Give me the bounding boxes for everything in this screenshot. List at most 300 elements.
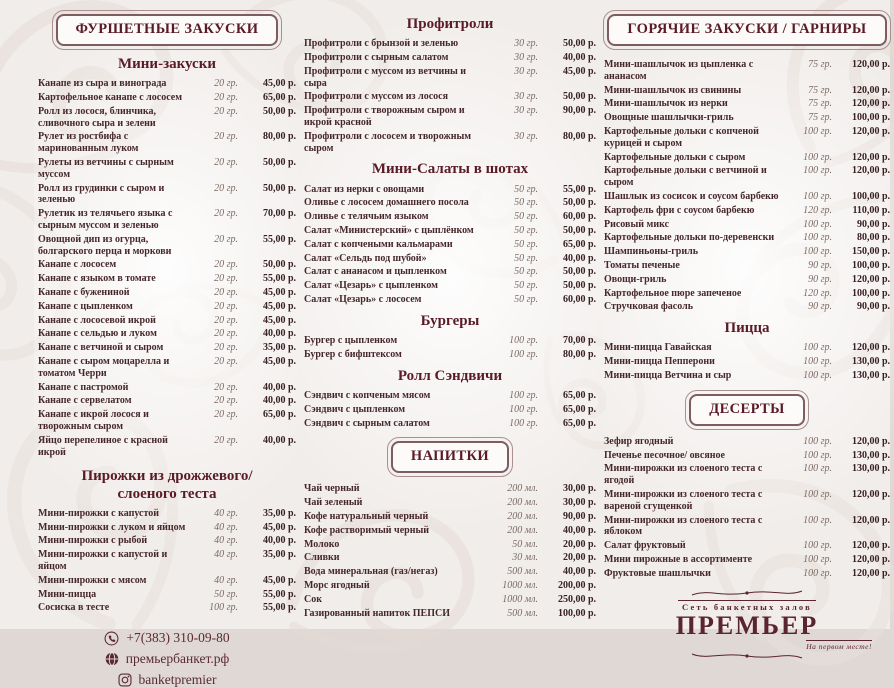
item-price: 120,00 р.	[851, 125, 890, 137]
menu-item-row	[604, 165, 890, 189]
item-name: Кофе натуральный черный	[304, 510, 429, 522]
item-weight: 20 гр.	[214, 131, 238, 143]
item-weight: 50 гр.	[514, 266, 538, 278]
item-price: 55,00 р.	[262, 588, 296, 600]
menu-item-row	[604, 98, 890, 110]
pirozhki-title-line1: Пирожки из дрожжевого/	[81, 468, 253, 485]
item-name: Рулетик из телячьего языка с сырным муссом и зеленью	[38, 208, 173, 232]
item-weight: 20 гр.	[214, 395, 238, 407]
menu-item-row	[304, 390, 596, 402]
item-price: 90,00 р.	[562, 510, 596, 522]
item-price: 70,00 р.	[262, 208, 296, 220]
menu-item-row	[304, 335, 596, 347]
item-price: 40,00 р.	[262, 535, 296, 547]
item-price: 80,00 р.	[856, 232, 890, 244]
logo-bottom-ornament	[687, 651, 807, 661]
menu-item-row	[604, 219, 890, 231]
item-weight: 50 гр.	[514, 225, 538, 237]
item-name: Стручковая фасоль	[604, 301, 694, 313]
item-price: 45,00 р.	[262, 314, 296, 326]
item-weight: 100 гр.	[509, 348, 538, 360]
item-price: 65,00 р.	[562, 403, 596, 415]
menu-item-row	[604, 356, 890, 368]
item-weight: 50 гр.	[514, 280, 538, 292]
item-weight: 100 гр.	[803, 488, 832, 500]
menu-item-row	[604, 205, 890, 217]
item-name: Чай зеленый	[304, 497, 363, 509]
item-price: 50,00 р.	[562, 280, 596, 292]
item-weight: 20 гр.	[214, 105, 238, 117]
item-name: Оливье с лососем домашнего посола	[304, 197, 469, 209]
contacts-block	[38, 630, 296, 688]
item-name: Мини-пицца Пепперони	[604, 356, 715, 368]
mini-snacks-list	[38, 78, 296, 458]
item-weight: 40 гр.	[214, 535, 238, 547]
logo-brand-name: ПРЕМЬЕР	[675, 610, 819, 640]
hot-snacks-list	[604, 59, 890, 313]
item-weight: 100 гр.	[509, 389, 538, 401]
menu-item-row	[604, 540, 890, 552]
item-weight: 30 гр.	[514, 65, 538, 77]
menu-item-row	[38, 522, 296, 534]
item-name: Сок	[304, 593, 322, 605]
phone-contact[interactable]	[104, 630, 229, 646]
item-price: 55,00 р.	[562, 183, 596, 195]
item-price: 100,00 р.	[851, 112, 890, 124]
item-price: 45,00 р.	[262, 287, 296, 298]
premier-logo	[604, 588, 890, 661]
menu-item-row	[38, 549, 296, 573]
item-name: Картофельное пюре запеченое	[604, 287, 742, 299]
website-contact[interactable]	[105, 651, 229, 667]
item-name: Шампиньоны-гриль	[604, 246, 699, 258]
item-name: Газированный напиток ПЕПСИ	[304, 607, 450, 619]
globe-icon	[105, 652, 119, 666]
menu-item-row	[304, 483, 596, 495]
item-weight: 20 гр.	[214, 355, 238, 367]
item-weight: 1000 мл.	[502, 593, 538, 605]
item-price: 120,00 р.	[851, 273, 890, 285]
item-price: 100,00 р.	[851, 190, 890, 202]
item-price: 55,00 р.	[262, 602, 296, 614]
menu-item-row	[304, 539, 596, 551]
item-name: Профитроли с брынзой и зеленью	[304, 38, 459, 50]
item-price: 130,00 р.	[851, 369, 890, 381]
item-name: Канапе с сельдью и луком	[38, 328, 157, 340]
item-name: Мини-пирожки с капустой	[38, 507, 160, 519]
item-weight: 100 гр.	[803, 514, 832, 526]
item-name: Ролл из лосося, блинчика, сливочного сыра и зелени	[38, 105, 157, 129]
item-weight: 1000 мл.	[502, 579, 538, 591]
item-name: Сэндвич с цыпленком	[304, 403, 406, 415]
item-weight: 30 мл.	[512, 552, 538, 564]
menu-item-row	[304, 580, 596, 592]
phone-icon	[104, 631, 119, 646]
item-weight: 100 гр.	[803, 151, 832, 163]
item-price: 45,00 р.	[262, 355, 296, 367]
item-price: 200,00 р.	[557, 579, 596, 591]
desserts-list	[604, 436, 890, 580]
item-weight: 200 мл.	[507, 483, 538, 495]
item-weight: 200 мл.	[507, 510, 538, 522]
item-price: 50,00 р.	[262, 259, 296, 271]
desserts-header	[689, 394, 805, 426]
item-name: Картофельные дольки с копченой курицей и сыром	[604, 125, 759, 149]
menu-item-row	[304, 294, 596, 306]
item-name: Рулет из ростбифа с маринованным луком	[38, 131, 139, 155]
item-weight: 20 гр.	[214, 409, 238, 421]
item-name: Картофельные дольки по-деревенски	[604, 232, 775, 244]
item-price: 55,00 р.	[262, 273, 296, 285]
menu-item-row	[304, 52, 596, 64]
item-name: Сэндвич с сырным салатом	[304, 417, 430, 429]
menu-item-row	[38, 535, 296, 547]
item-weight: 100 гр.	[803, 567, 832, 579]
item-price: 40,00 р.	[562, 52, 596, 64]
menu-item-row	[38, 78, 296, 90]
item-name: Молоко	[304, 538, 340, 550]
menu-item-row	[304, 511, 596, 523]
item-price: 80,00 р.	[562, 130, 596, 142]
item-price: 65,00 р.	[262, 409, 296, 421]
item-name: Салат с ананасом и цыпленком	[304, 266, 447, 278]
item-weight: 50 гр.	[514, 238, 538, 250]
menu-item-row	[304, 105, 596, 129]
item-name: Овощи-гриль	[604, 273, 667, 285]
menu-item-row	[604, 152, 890, 164]
menu-item-row	[604, 450, 890, 462]
menu-item-row	[604, 489, 890, 513]
item-price: 50,00 р.	[562, 197, 596, 209]
item-price: 40,00 р.	[262, 381, 296, 393]
item-name: Мини-пирожки с мясом	[38, 574, 147, 586]
item-name: Мини-пицца Ветчина и сыр	[604, 369, 732, 381]
item-name: Профитроли с муссом из ветчины и сыра	[304, 65, 467, 89]
item-name: Бургер с бифштексом	[304, 348, 402, 360]
menu-item-row	[38, 183, 296, 207]
item-price: 40,00 р.	[562, 566, 596, 578]
instagram-contact[interactable]	[118, 672, 217, 688]
menu-item-row	[604, 554, 890, 566]
item-weight: 120 гр.	[803, 287, 832, 299]
menu-item-row	[38, 602, 296, 614]
item-price: 45,00 р.	[262, 574, 296, 586]
drinks-list	[304, 483, 596, 619]
menu-item-row	[304, 266, 596, 278]
item-weight: 30 гр.	[514, 52, 538, 64]
pirozhki-title-line2: слоеного теста	[117, 485, 217, 502]
menu-item-row	[604, 274, 890, 286]
item-name: Канапе с бужениной	[38, 287, 130, 298]
item-price: 45,00 р.	[262, 521, 296, 533]
website-url: премьербанкет.рф	[125, 651, 230, 667]
item-price: 110,00 р.	[852, 204, 890, 216]
menu-item-row	[304, 594, 596, 606]
item-price: 50,00 р.	[562, 225, 596, 237]
item-name: Салат «Цезарь» с цыпленком	[304, 280, 438, 292]
phone-number: +7(383) 310-09-80	[126, 630, 230, 646]
item-name: Канапе с лососевой икрой	[38, 314, 156, 326]
menu-item-row	[38, 342, 296, 354]
item-weight: 90 гр.	[808, 273, 832, 285]
item-price: 35,00 р.	[262, 549, 296, 561]
item-weight: 20 гр.	[214, 434, 238, 446]
item-price: 30,00 р.	[562, 483, 596, 495]
menu-item-row	[304, 184, 596, 196]
item-price: 35,00 р.	[262, 342, 296, 354]
item-name: Яйцо перепелиное с красной икрой	[38, 434, 168, 458]
item-price: 120,00 р.	[851, 165, 890, 177]
menu-item-row	[604, 85, 890, 97]
item-price: 50,00 р.	[562, 91, 596, 103]
item-weight: 50 гр.	[514, 183, 538, 195]
menu-item-row	[38, 328, 296, 340]
item-name: Канапе с сервелатом	[38, 395, 132, 407]
item-weight: 100 гр.	[803, 190, 832, 202]
item-weight: 50 мл.	[512, 538, 538, 550]
item-weight: 500 мл.	[507, 566, 538, 578]
profitroles-list	[304, 38, 596, 154]
roll-sandwiches-list	[304, 390, 596, 429]
mini-salads-title: Мини-Салаты в шотах	[371, 161, 529, 178]
menu-item-row	[38, 508, 296, 520]
item-weight: 20 гр.	[214, 328, 238, 340]
item-price: 90,00 р.	[856, 218, 890, 230]
pirozhki-list	[38, 508, 296, 614]
item-weight: 50 гр.	[514, 197, 538, 209]
item-name: Салат с копчеными кальмарами	[304, 238, 453, 250]
menu-item-row	[38, 287, 296, 299]
item-name: Овощные шашлычки-гриль	[604, 112, 734, 124]
item-price: 90,00 р.	[562, 105, 596, 117]
hot-snacks-title: ГОРЯЧИЕ ЗАКУСКИ / ГАРНИРЫ	[627, 21, 867, 37]
menu-item-row	[304, 131, 596, 155]
item-name: Кофе растворимый черный	[304, 524, 430, 536]
menu-item-row	[38, 356, 296, 380]
item-name: Салат фруктовый	[604, 540, 686, 552]
item-weight: 90 гр.	[808, 301, 832, 313]
menu-item-row	[304, 497, 596, 509]
item-weight: 50 гр.	[514, 252, 538, 264]
item-weight: 20 гр.	[214, 381, 238, 393]
menu-item-row	[38, 435, 296, 459]
item-price: 120,00 р.	[851, 342, 890, 354]
pirozhki-title	[38, 468, 296, 503]
profitroles-title: Профитроли	[406, 16, 494, 32]
menu-item-row	[304, 418, 596, 430]
item-price: 30,00 р.	[562, 497, 596, 509]
item-weight: 20 гр.	[214, 92, 238, 104]
item-name: Мини-пирожки из слоеного теста с ягодой	[604, 463, 763, 487]
menu-item-row	[604, 232, 890, 244]
item-name: Мини-пирожки из слоеного теста с яблоком	[604, 514, 763, 538]
item-name: Мини-шашлычок из свинины	[604, 84, 742, 96]
menu-item-row	[38, 575, 296, 587]
menu-item-row	[38, 395, 296, 407]
item-name: Профитроли с лососем и творожным сыром	[304, 130, 472, 154]
item-weight: 20 гр.	[214, 157, 238, 169]
item-name: Картофельное канапе с лососем	[38, 92, 183, 104]
item-price: 40,00 р.	[262, 328, 296, 340]
item-weight: 75 гр.	[808, 98, 832, 110]
roll-sandwiches-title: Ролл Сэндвичи	[397, 367, 503, 384]
item-weight: 20 гр.	[214, 273, 238, 285]
item-weight: 50 гр.	[514, 211, 538, 223]
item-weight: 50 гр.	[514, 294, 538, 306]
item-name: Канапе с ветчиной и сыром	[38, 342, 164, 354]
item-weight: 75 гр.	[808, 112, 832, 124]
item-weight: 200 мл.	[507, 497, 538, 509]
item-name: Канапе с языком в томате	[38, 273, 156, 285]
menu-item-row	[604, 288, 890, 300]
item-name: Рисовый микс	[604, 218, 670, 230]
item-price: 20,00 р.	[562, 538, 596, 550]
item-name: Картофельные дольки с ветчиной и сыром	[604, 165, 767, 189]
item-name: Шашлык из сосисок и соусом барбекю	[604, 190, 779, 202]
menu-item-row	[604, 126, 890, 150]
item-name: Мини-пирожки с рыбой	[38, 535, 148, 547]
menu-item-row	[604, 59, 890, 83]
menu-item-row	[38, 315, 296, 327]
item-weight: 100 гр.	[509, 417, 538, 429]
item-weight: 100 гр.	[803, 540, 832, 552]
menu-item-row	[304, 566, 596, 578]
item-name: Мини-пирожки с капустой и яйцом	[38, 549, 168, 573]
hot-snacks-header	[607, 14, 886, 46]
item-weight: 100 гр.	[803, 342, 832, 354]
item-weight: 20 гр.	[214, 182, 238, 194]
item-price: 100,00 р.	[851, 287, 890, 299]
item-name: Салат из нерки с овощами	[304, 183, 425, 195]
item-price: 120,00 р.	[851, 514, 890, 526]
menu-item-row	[304, 525, 596, 537]
buffet-snacks-title: ФУРШЕТНЫЕ ЗАКУСКИ	[75, 21, 259, 37]
logo-top-ornament	[687, 588, 807, 598]
item-price: 250,00 р.	[557, 593, 596, 605]
drinks-header	[391, 441, 509, 473]
menu-item-row	[38, 106, 296, 130]
item-price: 120,00 р.	[851, 84, 890, 96]
menu-item-row	[604, 342, 890, 354]
item-name: Салат «Сельдь под шубой»	[304, 252, 427, 264]
buffet-snacks-header	[56, 14, 279, 46]
item-weight: 20 гр.	[214, 342, 238, 354]
item-weight: 100 гр.	[803, 125, 832, 137]
item-weight: 100 гр.	[209, 602, 238, 614]
item-name: Сэндвич с копченым мясом	[304, 389, 431, 401]
burgers-list	[304, 335, 596, 361]
menu-item-row	[604, 301, 890, 313]
item-weight: 100 гр.	[803, 553, 832, 565]
item-price: 60,00 р.	[562, 211, 596, 223]
menu-item-row	[38, 409, 296, 433]
item-name: Чай черный	[304, 483, 360, 495]
item-weight: 50 гр.	[214, 588, 238, 600]
item-name: Профитроли с творожным сыром и икрой красной	[304, 105, 465, 129]
item-price: 80,00 р.	[262, 131, 296, 143]
menu-item-row	[604, 260, 890, 272]
menu-item-row	[304, 239, 596, 251]
instagram-handle: banketpremier	[138, 672, 217, 688]
item-weight: 100 гр.	[803, 232, 832, 244]
item-price: 45,00 р.	[262, 300, 296, 312]
item-weight: 100 гр.	[803, 356, 832, 368]
item-price: 120,00 р.	[851, 540, 890, 552]
item-weight: 100 гр.	[803, 435, 832, 447]
item-price: 100,00 р.	[851, 259, 890, 271]
menu-item-row	[304, 66, 596, 90]
item-price: 45,00 р.	[562, 65, 596, 77]
instagram-icon	[118, 673, 132, 687]
menu-item-row	[38, 208, 296, 232]
item-name: Оливье с телячьим языком	[304, 211, 429, 223]
item-name: Томаты печеные	[604, 259, 680, 271]
menu-item-row	[604, 515, 890, 539]
item-price: 20,00 р.	[562, 552, 596, 564]
item-weight: 100 гр.	[803, 369, 832, 381]
logo-network-line: Сеть банкетных залов	[678, 600, 816, 612]
menu-item-row	[38, 382, 296, 394]
menu-item-row	[38, 234, 296, 258]
menu-item-row	[604, 246, 890, 258]
item-price: 65,00 р.	[562, 417, 596, 429]
item-name: Канапе с сыром моцарелла и томатом Черри	[38, 355, 170, 379]
item-name: Сосиска в тесте	[38, 602, 110, 614]
menu-item-row	[38, 273, 296, 285]
item-name: Вода минеральная (газ/негаз)	[304, 566, 438, 578]
menu-item-row	[604, 191, 890, 203]
column-buffet-snacks	[38, 14, 296, 688]
menu-item-row	[38, 301, 296, 313]
item-name: Мини-пицца Гавайская	[604, 342, 712, 354]
item-name: Фруктовые шашлычки	[604, 567, 711, 579]
menu-item-row	[604, 112, 890, 124]
item-weight: 20 гр.	[214, 314, 238, 326]
item-weight: 100 гр.	[803, 246, 832, 258]
item-name: Профитроли с сырным салатом	[304, 52, 449, 64]
item-price: 55,00 р.	[262, 233, 296, 245]
item-name: Овощной дип из огурца, болгарского перца и моркови	[38, 233, 172, 257]
menu-item-row	[304, 253, 596, 265]
item-name: Печенье песочное/ овсяное	[604, 449, 725, 461]
item-price: 130,00 р.	[851, 356, 890, 368]
item-price: 45,00 р.	[262, 78, 296, 90]
item-price: 65,00 р.	[562, 389, 596, 401]
item-name: Канапе с лососем	[38, 259, 117, 271]
menu-item-row	[304, 225, 596, 237]
menu-item-row	[38, 259, 296, 271]
item-price: 90,00 р.	[856, 301, 890, 313]
item-price: 130,00 р.	[851, 463, 890, 475]
logo-slogan: На первом месте!	[806, 641, 872, 651]
menu-item-row	[38, 131, 296, 155]
item-weight: 30 гр.	[514, 105, 538, 117]
item-price: 50,00 р.	[262, 157, 296, 169]
item-name: Рулеты из ветчины с сырным муссом	[38, 157, 174, 180]
item-weight: 30 гр.	[514, 91, 538, 103]
item-weight: 40 гр.	[214, 574, 238, 586]
item-price: 120,00 р.	[851, 435, 890, 447]
pizza-title: Пицца	[724, 320, 770, 337]
pizza-list	[604, 342, 890, 381]
item-weight: 20 гр.	[214, 300, 238, 312]
item-name: Мини-шашлычок из нерки	[604, 98, 728, 110]
item-weight: 200 мл.	[507, 524, 538, 536]
item-price: 50,00 р.	[562, 266, 596, 278]
item-name: Зефир ягодный	[604, 435, 674, 447]
item-weight: 100 гр.	[803, 449, 832, 461]
item-weight: 40 гр.	[214, 507, 238, 519]
